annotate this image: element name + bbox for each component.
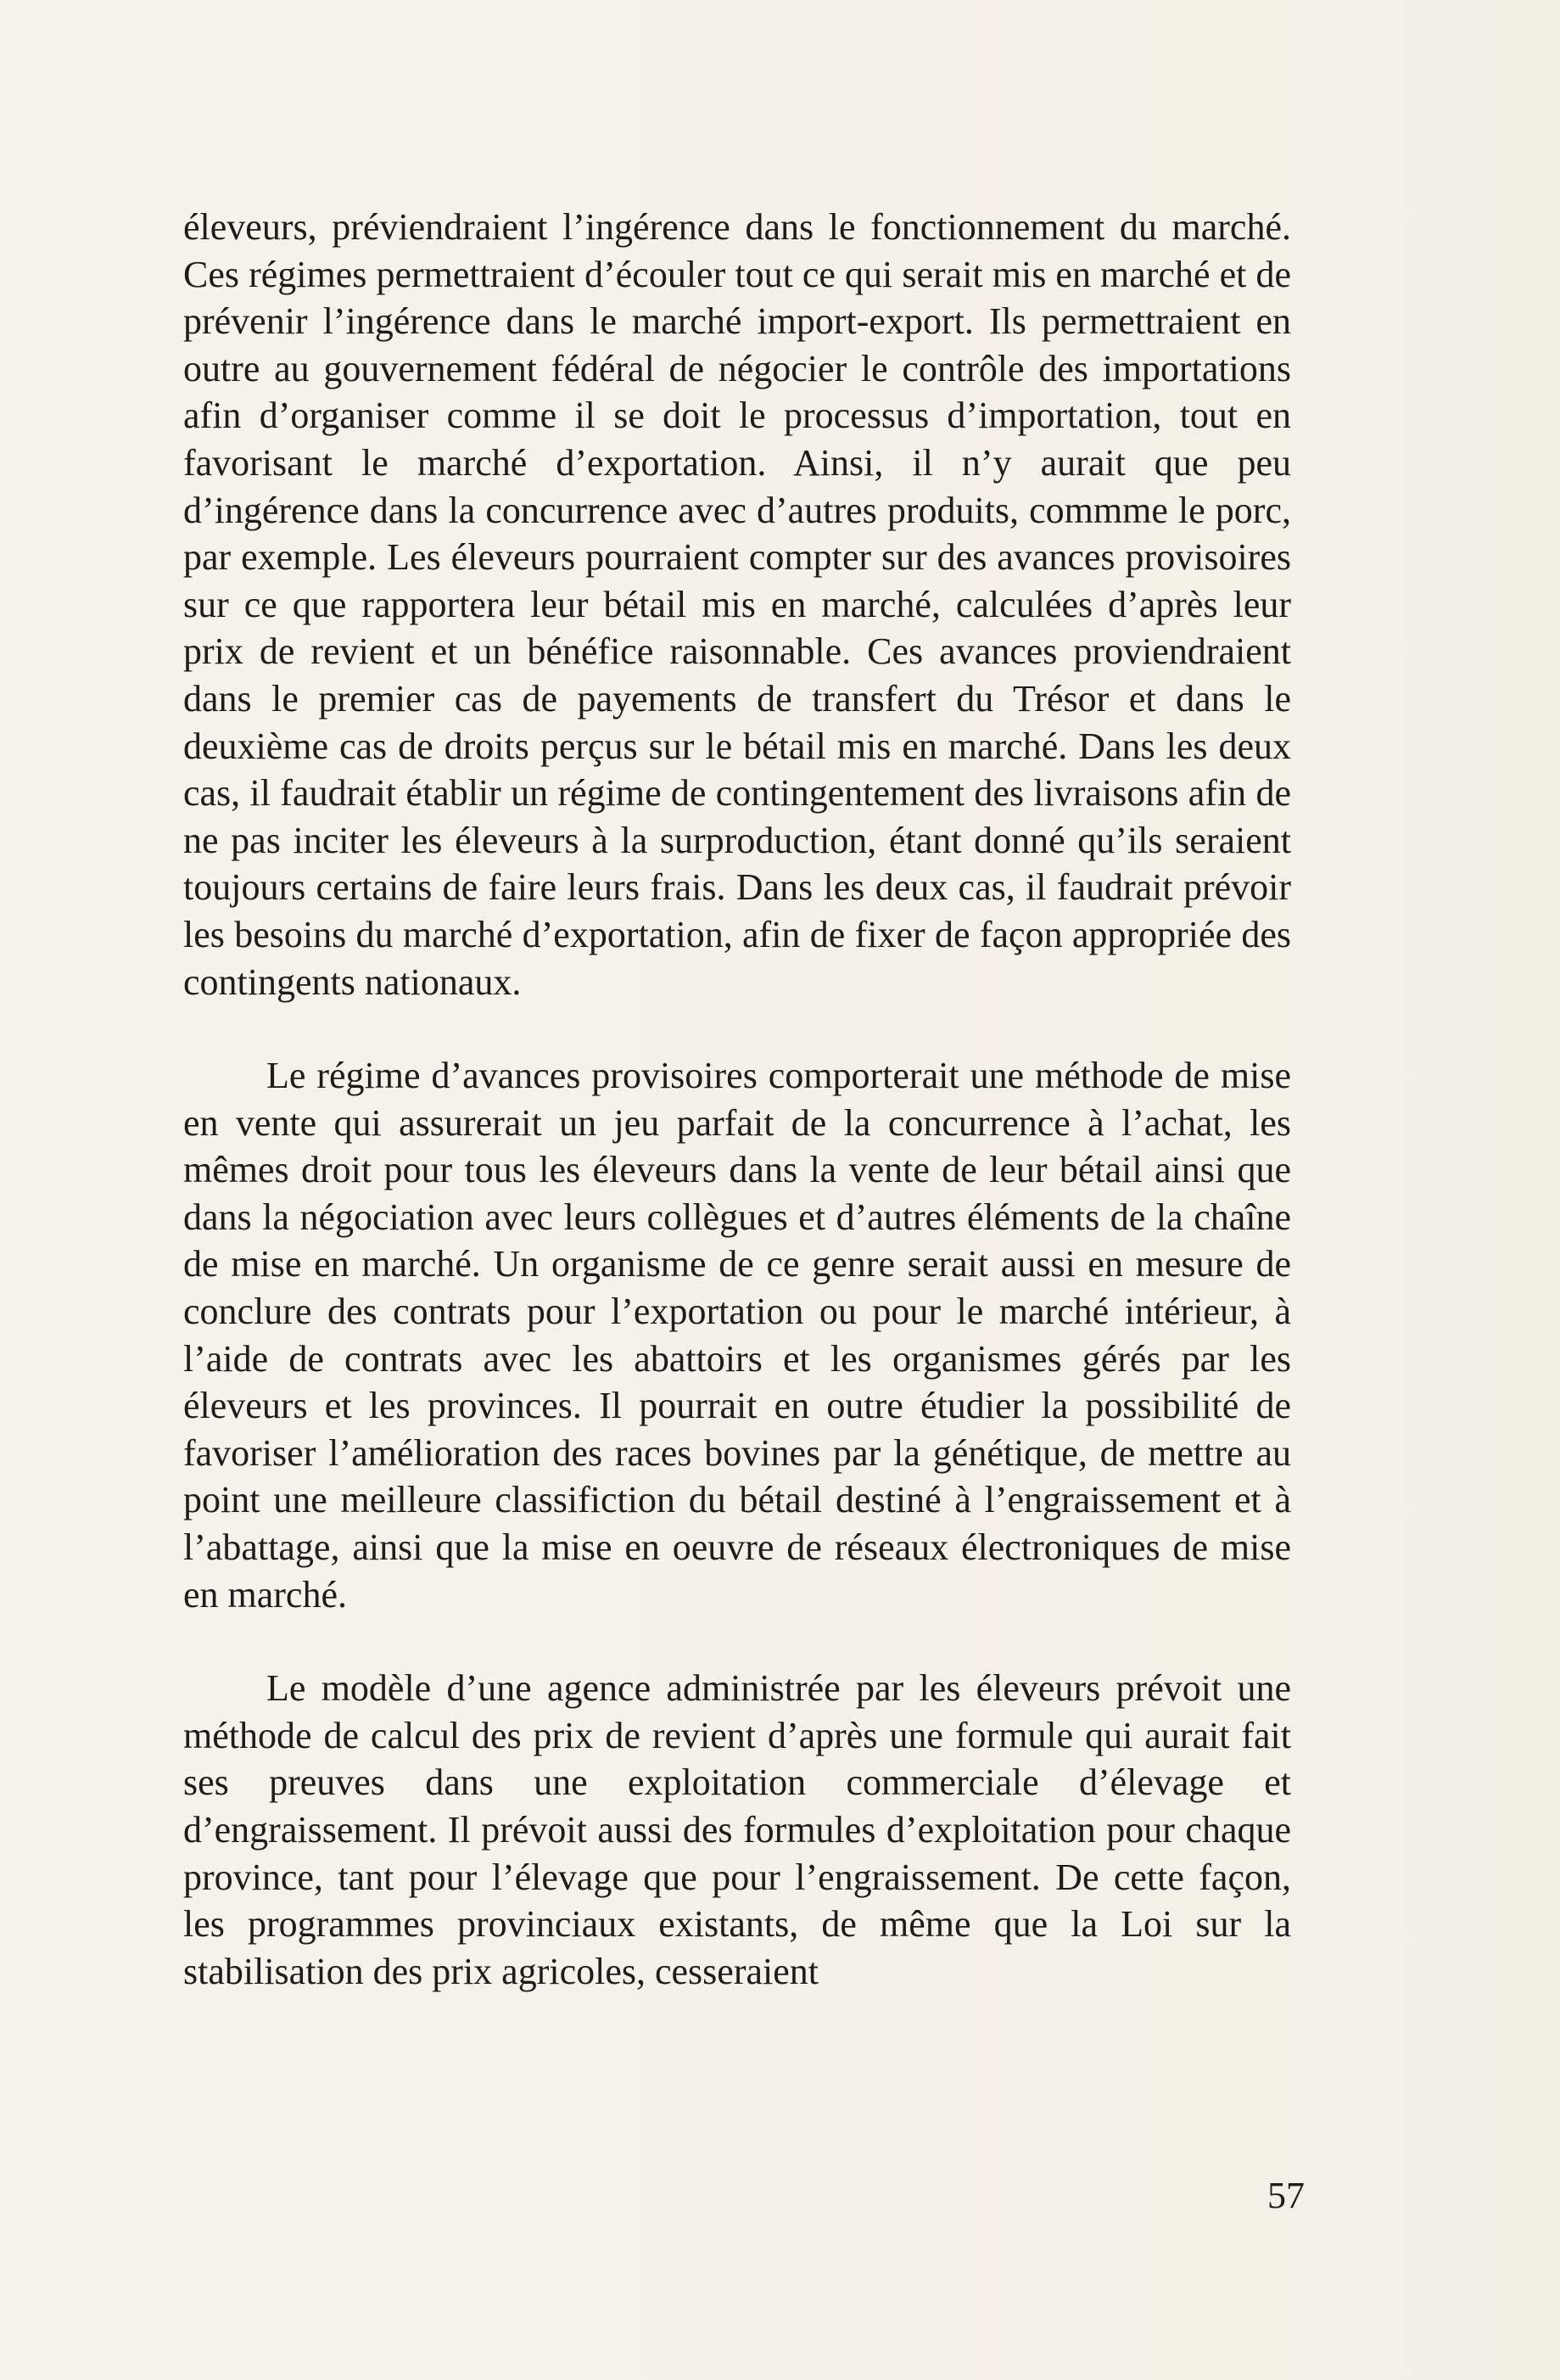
paragraph-1: éleveurs, préviendraient l’ingérence dans le fonctionnement du marché. Ces régimes permettraient d’écouler tout ce qui serait mis en marché et de prévenir l’ingérence dans le marché import-export. Ils permettraient en outre au gouvernement fédéral de négocier le contrôle des importations afin d’organiser comme il se doit le processus d’importation, tout en favorisant le marché d’exportation. Ainsi, il n’y aurait que peu d’ingérence dans la concurrence avec d’autres produits, commme le porc, par exemple. Les éleveurs pourraient compter sur des avances provisoires sur ce que rapportera leur bétail mis en marché, calculées d’après leur prix de revient et un bénéfice raisonnable. Ces avances proviendraient dans le premier cas de payements de transfert du Trésor et dans le deuxième cas de droits perçus sur le bétail mis en marché. Dans les deux cas, il faudrait établir un régime de contingentement des livraisons afin de ne pas inciter les éleveurs à la surproduction, étant donné qu’ils seraient toujours certains de faire leurs frais. Dans les deux cas, il faudrait prévoir les besoins du marché d’exportation, afin de fixer de façon appropriée des contingents nationaux. bbox=[183, 206, 1291, 1003]
page-number: 57 bbox=[1267, 2175, 1305, 2216]
paragraph-2: Le régime d’avances provisoires comporterait une méthode de mise en vente qui assurerait un jeu parfait de la concurrence à l’achat, les mêmes droit pour tous les éleveurs dans la vente de leur bétail ainsi que dans la négociation avec leurs collègues et d’autres éléments de la chaîne de mise en marché. Un organisme de ce genre serait aussi en mesure de conclure des contrats pour l’exportation ou pour le marché intérieur, à l’aide de contrats avec les abattoirs et les organismes gérés par les éleveurs et les provinces. Il pourrait en outre étudier la possibilité de favoriser l’amélioration des races bovines par la génétique, de mettre au point une meilleure classifiction du bétail destiné à l’engraissement et à l’abattage, ainsi que la mise en oeuvre de réseaux électroniques de mise en marché. bbox=[183, 1055, 1291, 1616]
body-text bbox=[183, 204, 1291, 1995]
paragraph-3: Le modèle d’une agence administrée par les éleveurs prévoit une méthode de calcul des prix de revient d’après une formule qui aurait fait ses preuves dans une exploitation commerciale d’élevage et d’engraissement. Il prévoit aussi des formules d’exploitation pour chaque province, tant pour l’élevage que pour l’engraissement. De cette façon, les programmes provinciaux existants, de même que la Loi sur la stabilisation des prix agricoles, cesseraient bbox=[183, 1667, 1291, 1992]
